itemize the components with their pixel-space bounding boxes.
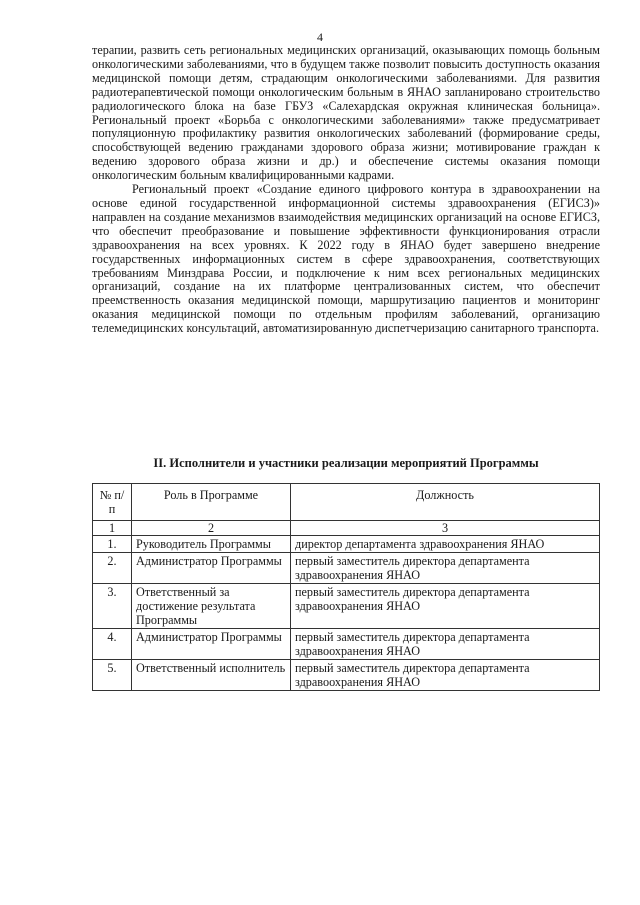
header-position: Должность — [291, 484, 600, 521]
table-row — [93, 553, 600, 584]
row-number: 5. — [93, 660, 132, 691]
table-row — [93, 536, 600, 553]
table-row — [93, 584, 600, 629]
row-role: Ответственный исполнитель — [132, 660, 291, 691]
row-role: Руководитель Программы — [132, 536, 291, 553]
table-row — [93, 660, 600, 691]
row-number: 3. — [93, 584, 132, 629]
row-number: 2. — [93, 553, 132, 584]
executors-table — [92, 483, 600, 691]
row-number: 1. — [93, 536, 132, 553]
table-header-row — [93, 484, 600, 521]
header-number: № п/п — [93, 484, 132, 521]
page-number: 4 — [317, 30, 323, 44]
row-role: Ответственный за достижение результата Программы — [132, 584, 291, 629]
section-title: II. Исполнители и участники реализации мероприятий Программы — [153, 456, 539, 470]
row-position: первый заместитель директора департамента здравоохранения ЯНАО — [291, 629, 600, 660]
column-numbers-row — [93, 521, 600, 536]
row-role: Администратор Программы — [132, 629, 291, 660]
column-number: 3 — [291, 521, 600, 536]
row-position: директор департамента здравоохранения ЯНАО — [291, 536, 600, 553]
column-number: 2 — [132, 521, 291, 536]
row-position: первый заместитель директора департамента здравоохранения ЯНАО — [291, 553, 600, 584]
row-position: первый заместитель директора департамента здравоохранения ЯНАО — [291, 584, 600, 629]
table-row — [93, 629, 600, 660]
paragraph-digital-contour: Региональный проект «Создание единого цифрового контура в здравоохранении на основе единой государственной информационной системы здравоохранения (ЕГИСЗ)» направлен на создание механизмов взаимодействия медицинских организаций на основе ЕГИСЗ, что обеспечит преобразование и повышение эффективности функционирования отрасли здравоохранения на всех уровнях. К 2022 году в ЯНАО будет завершено внедрение государственных информационных систем в сфере здравоохранения, соответствующих требованиям Минздрава России, и подключение к ним всех региональных медицинских организаций, создание на их платформе централизованных систем, что обеспечит преемственность оказания медицинской помощи, маршрутизацию пациентов и мониторинг оказания медицинской помощи по отдельным профилям заболеваний, организацию телемедицинских консультаций, автоматизированную диспетчеризацию санитарного транспорта. — [92, 182, 600, 336]
row-number: 4. — [93, 629, 132, 660]
row-role: Администратор Программы — [132, 553, 291, 584]
header-role: Роль в Программе — [132, 484, 291, 521]
column-number: 1 — [93, 521, 132, 536]
body-text — [92, 44, 600, 336]
paragraph-oncology: терапии, развить сеть региональных медицинских организаций, оказывающих помощь больным онкологическими заболеваниями, что в будущем также позволит повысить доступность оказания медицинской помощи детям, страдающим онкологическими заболеваниями. Для развития радиотерапевтической помощи онкологическим больным в ЯНАО запланировано строительство радиологического блока на базе ГБУЗ «Салехардская окружная клиническая больница». Региональный проект «Борьба с онкологическими заболеваниями» также предусматривает популяционную профилактику развития онкологических заболеваний (формирование среды, способствующей ведению гражданами здорового образа жизни; мотивирование граждан к ведению здорового образа жизни и др.) и обеспечение системы оказания помощи онкологическим больным квалифицированными кадрами. — [92, 43, 600, 183]
row-position: первый заместитель директора департамента здравоохранения ЯНАО — [291, 660, 600, 691]
